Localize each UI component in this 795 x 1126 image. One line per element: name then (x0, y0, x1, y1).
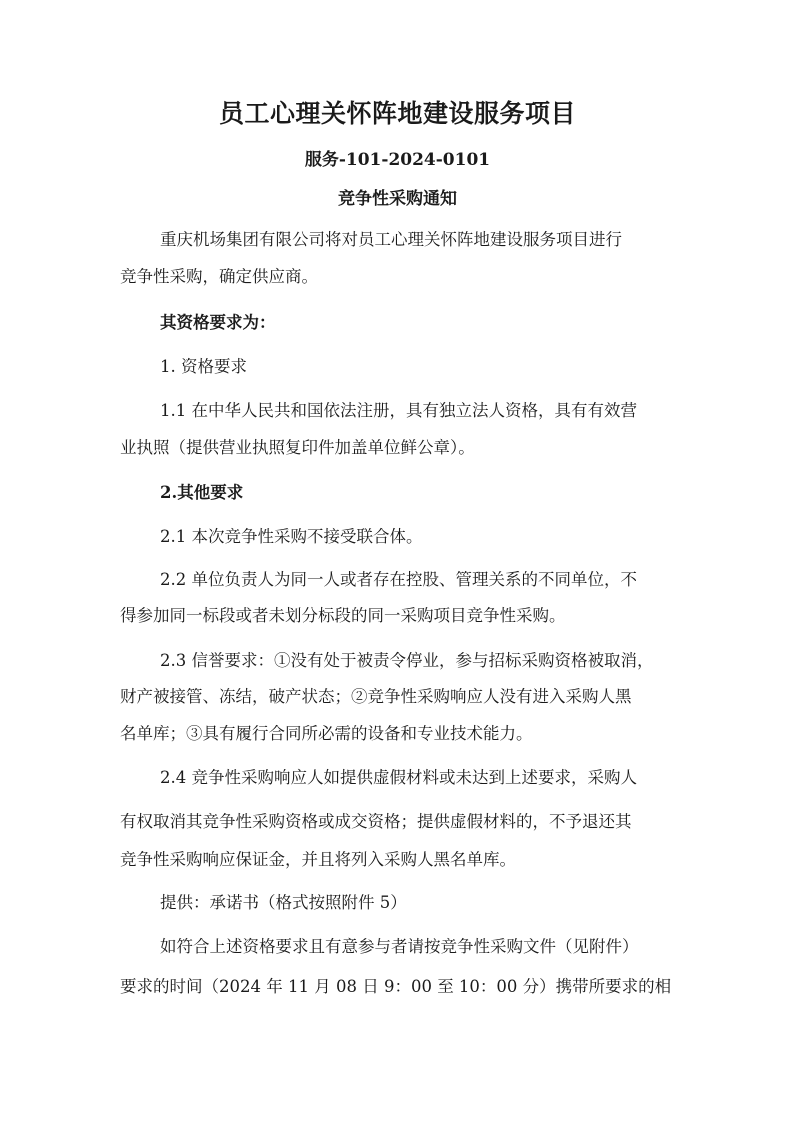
paragraph-line: 重庆机场集团有限公司将对员工心理关怀阵地建设服务项目进行 (160, 230, 622, 249)
document-subtitle: 竞争性采购通知 (338, 189, 457, 209)
paragraph-line: 业执照（提供营业执照复印件加盖单位鲜公章）。 (120, 438, 475, 457)
document-code: 服务-101-2024-0101 (304, 150, 491, 170)
section-heading: 其资格要求为： (160, 313, 276, 332)
paragraph-line: 2.4 竞争性采购响应人如提供虚假材料或未达到上述要求，采购人 (160, 768, 637, 787)
paragraph-line: 要求的时间（2024 年 11 月 08 日 9：00 至 10：00 分）携带所要求的相 (120, 977, 672, 996)
paragraph-line: 1.1 在中华人民共和国依法注册，具有独立法人资格，具有有效营 (160, 401, 637, 420)
paragraph-line: 提供：承诺书（格式按照附件 5） (160, 893, 407, 912)
document-title: 员工心理关怀阵地建设服务项目 (218, 99, 576, 128)
paragraph-line: 有权取消其竞争性采购资格或成交资格；提供虚假材料的，不予退还其 (120, 812, 632, 831)
paragraph-line: 2.3 信誉要求：①没有处于被责令停业，参与招标采购资格被取消， (160, 651, 654, 670)
paragraph-line: 2.2 单位负责人为同一人或者存在控股、管理关系的不同单位，不 (160, 570, 637, 589)
paragraph-line: 名单库；③具有履行合同所必需的设备和专业技术能力。 (120, 724, 533, 743)
paragraph-line: 竞争性采购，确定供应商。 (120, 267, 318, 286)
paragraph-line: 财产被接管、冻结，破产状态；②竞争性采购响应人没有进入采购人黑 (120, 687, 632, 706)
paragraph-line: 2.1 本次竞争性采购不接受联合体。 (160, 527, 423, 546)
section-heading: 2.其他要求 (160, 483, 244, 502)
section-heading: 1. 资格要求 (160, 357, 247, 376)
paragraph-line: 得参加同一标段或者未划分标段的同一采购项目竞争性采购。 (120, 606, 566, 625)
paragraph-line: 如符合上述资格要求且有意参与者请按竞争性采购文件（见附件） (160, 937, 639, 956)
paragraph-line: 竞争性采购响应保证金，并且将列入采购人黑名单库。 (120, 850, 516, 869)
